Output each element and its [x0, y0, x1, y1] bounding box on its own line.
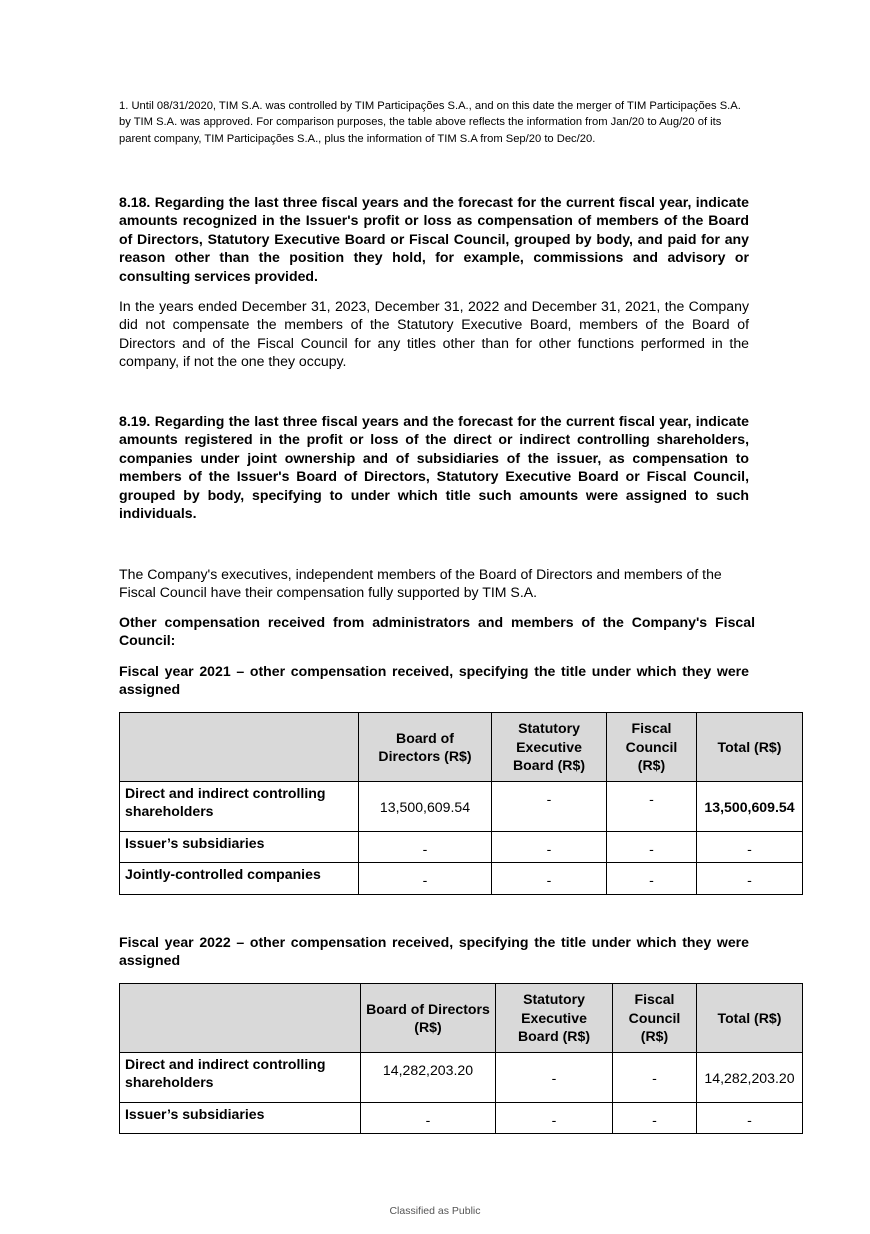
section-8-19-heading: 8.19. Regarding the last three fiscal years and the forecast for the current fiscal year, indicate amounts registered in the profit or loss of the direct or indirect controlling shareholders, companies under joint ownership and of subsidiaries of the issuer, as compensation to members of the Issuer's Board of Directors, Statutory Executive Board or Fiscal Council, grouped by body, specifying to under which title such amounts were assigned to such individuals. — [119, 413, 749, 522]
row-label: Direct and indirect controlling shareholders — [120, 782, 359, 832]
table-2022 — [119, 983, 803, 1134]
table-cell: 14,282,203.20 — [697, 1053, 803, 1103]
table-header-row — [120, 713, 803, 782]
row-label: Issuer’s subsidiaries — [120, 832, 359, 863]
header-cell: Statutory Executive Board (R$) — [496, 984, 613, 1053]
table-cell: - — [697, 1103, 803, 1134]
row-label: Direct and indirect controlling shareholders — [120, 1053, 361, 1103]
table-cell: - — [607, 782, 697, 832]
table-cell: - — [496, 1103, 613, 1134]
header-cell: Fiscal Council (R$) — [607, 713, 697, 782]
classification-footer: Classified as Public — [389, 1205, 481, 1217]
header-cell: Board of Directors (R$) — [361, 984, 496, 1053]
footnote: 1. Until 08/31/2020, TIM S.A. was controlled by TIM Participações S.A., and on this date the merger of TIM Participações S.A. by TIM S.A. was approved. For comparison purposes, the table above reflects the information from Jan/20 to Aug/20 of its parent company, TIM Participações S.A., plus the information of TIM S.A from Sep/20 to Dec/20. — [119, 100, 741, 145]
table-cell: - — [697, 863, 803, 895]
table-row — [120, 782, 803, 832]
table-cell: - — [613, 1053, 697, 1103]
section-8-18-body: In the years ended December 31, 2023, December 31, 2022 and December 31, 2021, the Company did not compensate the members of the Statutory Executive Board, members of the Board of Directors and of the Fiscal Council for any titles other than for other functions performed in the company, if not the one they occupy. — [119, 298, 749, 370]
table-header-row — [120, 984, 803, 1053]
header-cell: Fiscal Council (R$) — [613, 984, 697, 1053]
table-cell: - — [607, 832, 697, 863]
table-2021-caption: Fiscal year 2021 – other compensation received, specifying the title under which they were assigned — [119, 663, 749, 698]
table-cell: - — [697, 832, 803, 863]
section-8-19-subheading: Other compensation received from administrators and members of the Company's Fiscal Council: — [119, 614, 755, 649]
table-cell: 14,282,203.20 — [361, 1053, 496, 1103]
table-cell: - — [492, 863, 607, 895]
table-cell: - — [607, 863, 697, 895]
table-cell: 13,500,609.54 — [697, 782, 803, 832]
table-cell: - — [359, 863, 492, 895]
section-8-18-heading: 8.18. Regarding the last three fiscal years and the forecast for the current fiscal year, indicate amounts recognized in the Issuer's profit or loss as compensation of members of the Board of Directors, Statutory Executive Board or Fiscal Council, grouped by body, and paid for any reason other than the position they hold, for example, commissions and advisory or consulting services provided. — [119, 194, 749, 284]
header-cell: Statutory Executive Board (R$) — [492, 713, 607, 782]
header-cell — [120, 713, 359, 782]
table-cell: - — [492, 832, 607, 863]
table-cell: - — [613, 1103, 697, 1134]
table-row — [120, 1053, 803, 1103]
header-cell: Total (R$) — [697, 984, 803, 1053]
table-row — [120, 863, 803, 895]
table-2021 — [119, 712, 803, 895]
table-cell: 13,500,609.54 — [359, 782, 492, 832]
table-cell: - — [361, 1103, 496, 1134]
table-2022-caption: Fiscal year 2022 – other compensation received, specifying the title under which they were assigned — [119, 934, 749, 969]
table-cell: - — [496, 1053, 613, 1103]
row-label: Jointly-controlled companies — [120, 863, 359, 895]
table-cell: - — [492, 782, 607, 832]
section-8-19-body: The Company's executives, independent members of the Board of Directors and members of the Fiscal Council have their compensation fully supported by TIM S.A. — [119, 566, 722, 601]
table-row — [120, 832, 803, 863]
header-cell — [120, 984, 361, 1053]
table-cell: - — [359, 832, 492, 863]
header-cell: Total (R$) — [697, 713, 803, 782]
table-row — [120, 1103, 803, 1134]
row-label: Issuer’s subsidiaries — [120, 1103, 361, 1134]
header-cell: Board of Directors (R$) — [359, 713, 492, 782]
